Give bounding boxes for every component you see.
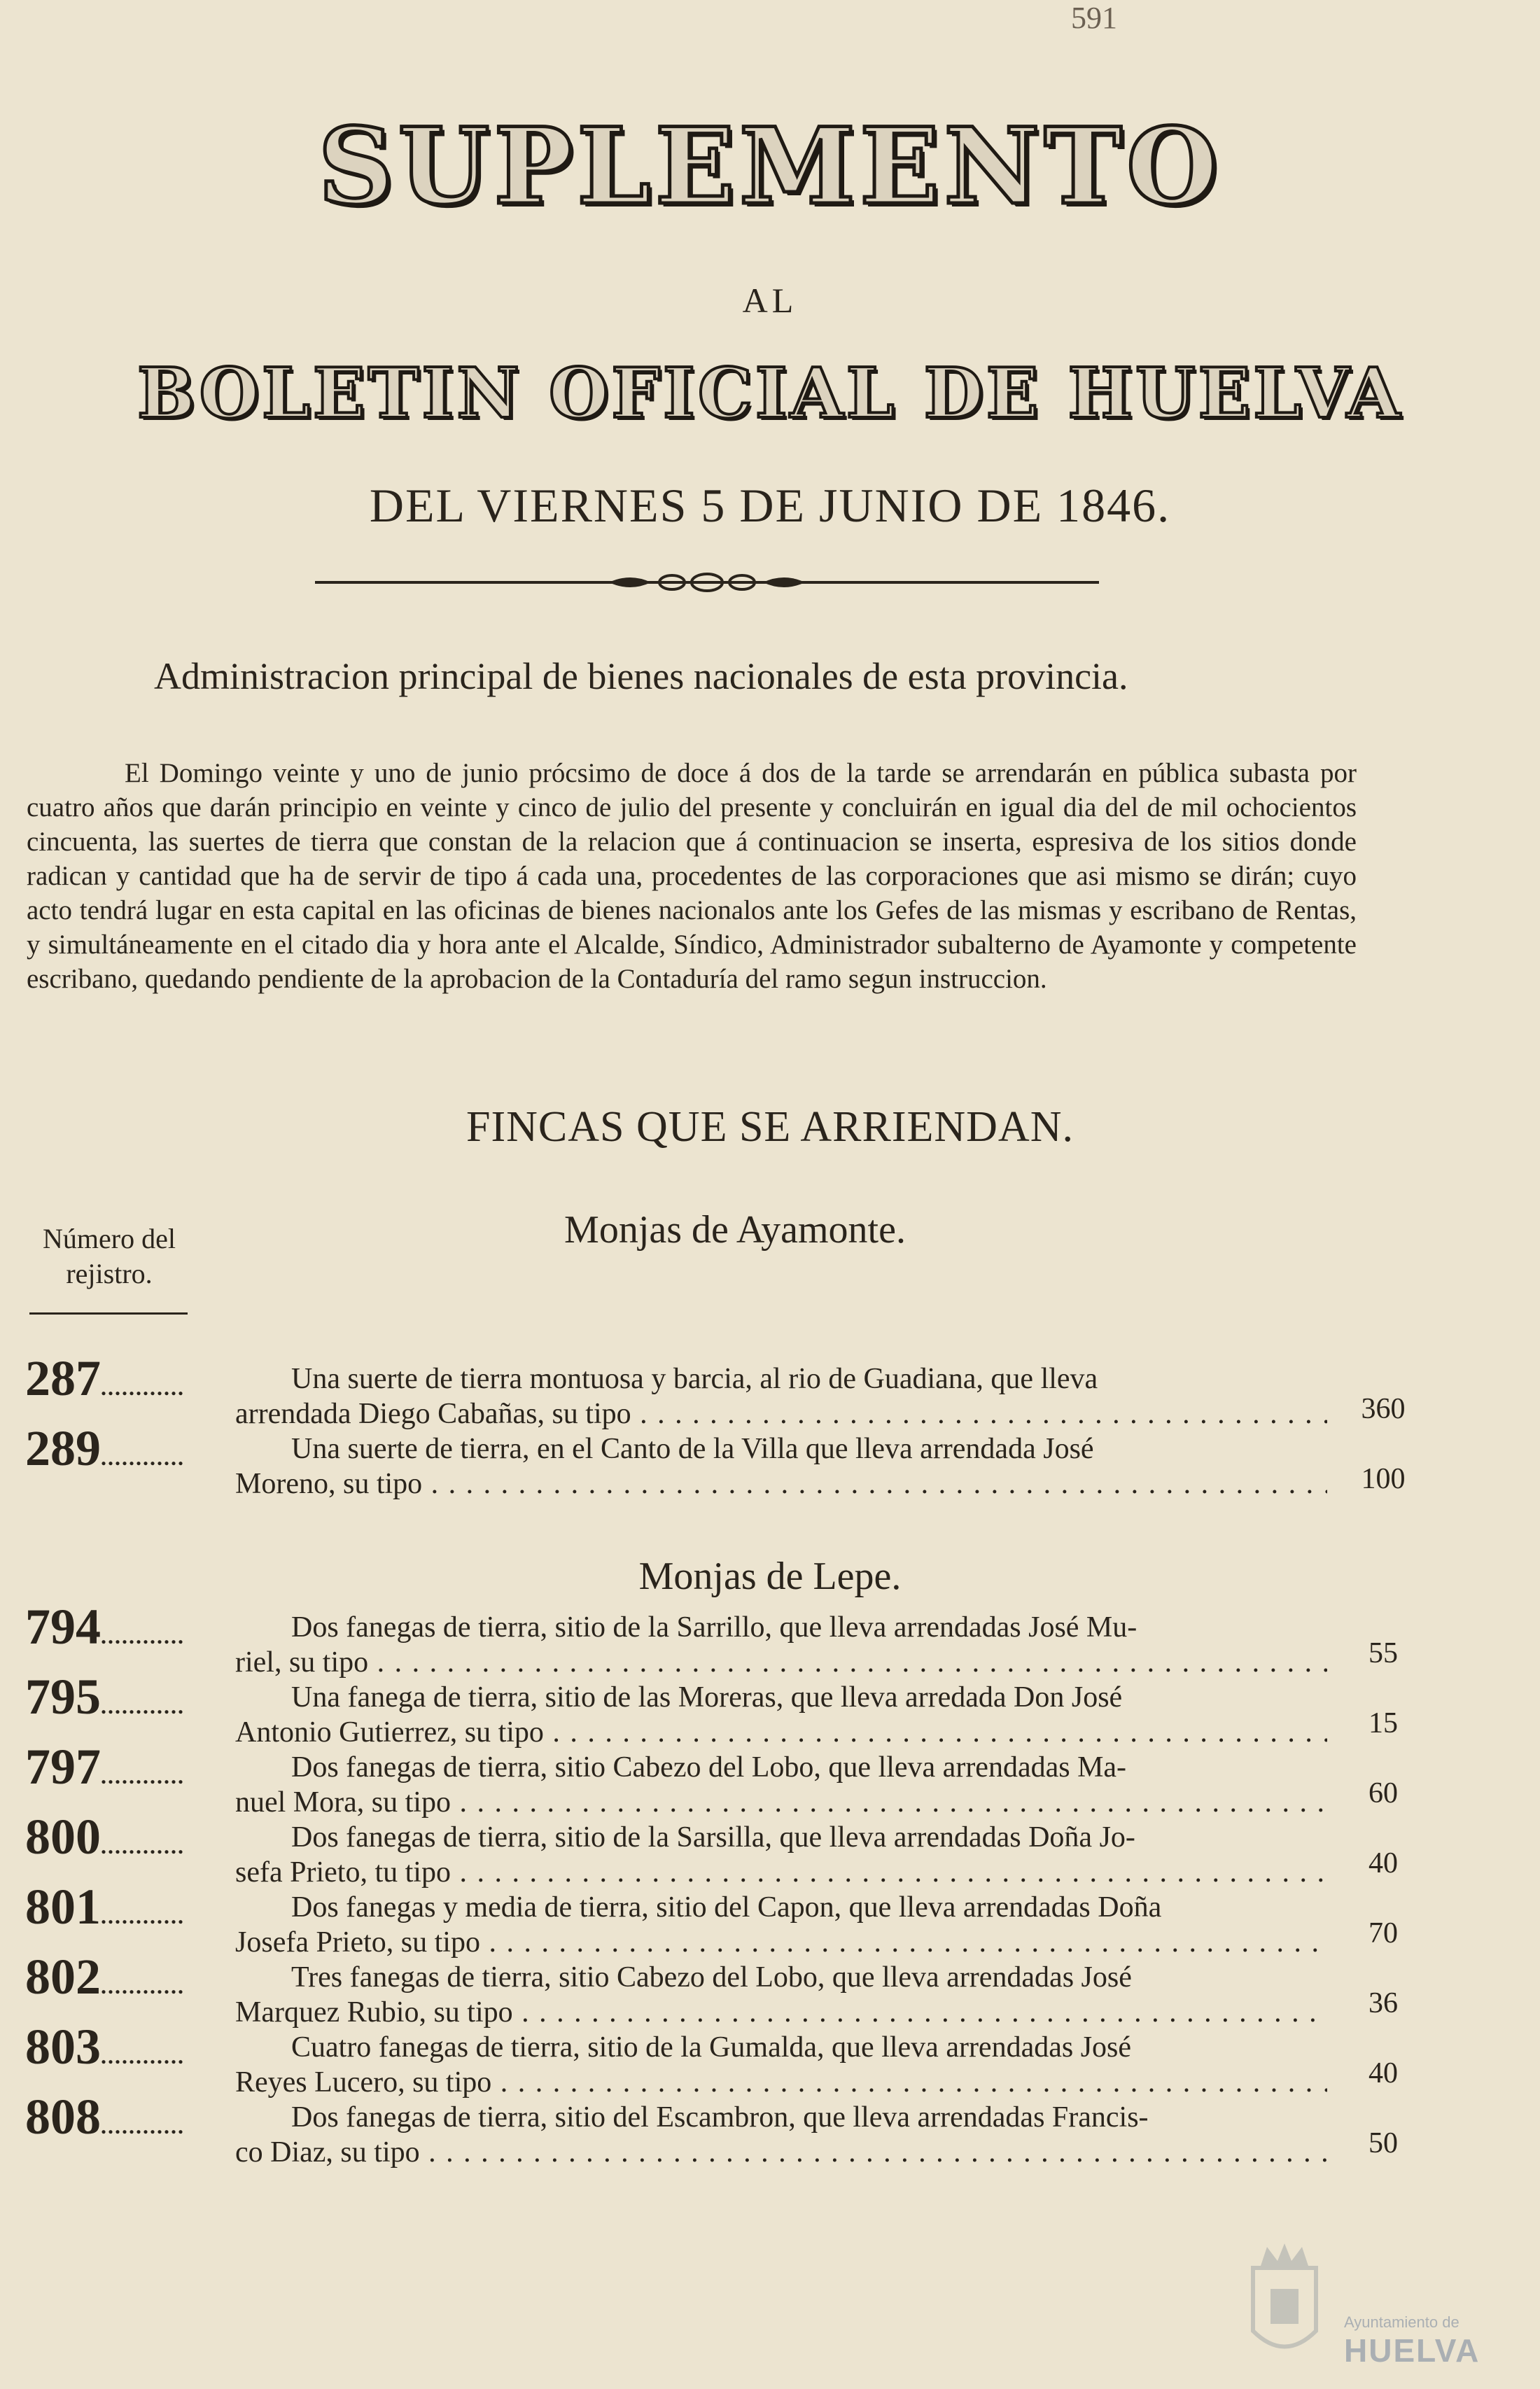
description-line2: co Diaz, su tipo . . . — [235, 2135, 1327, 2170]
column-header-line2: rejistro. — [66, 1258, 153, 1289]
register-number-value: 289 — [25, 1420, 101, 1476]
register-number — [25, 1599, 185, 1661]
description-line2: riel, su tipo . . . — [235, 1645, 1327, 1680]
ornament-divider-icon — [315, 568, 1099, 596]
register-number — [25, 1669, 185, 1731]
entry-description — [235, 2030, 1327, 2100]
page-mark: 591 — [1071, 1, 1117, 35]
city-seal-icon — [1246, 2240, 1323, 2366]
number-leader: ............ — [101, 1763, 185, 1788]
register-number-value: 794 — [25, 1599, 101, 1655]
register-number — [25, 1809, 185, 1871]
number-leader: ............ — [101, 2043, 185, 2068]
register-number — [25, 2089, 185, 2151]
amount: 40 — [1368, 1847, 1398, 1879]
amount: 100 — [1361, 1463, 1406, 1495]
amount: 55 — [1368, 1637, 1398, 1669]
entry-description — [235, 1431, 1327, 1501]
register-number-value: 795 — [25, 1669, 101, 1725]
amount: 40 — [1368, 2057, 1398, 2089]
bulletin-title: BOLETIN OFICIAL DE HUELVA — [136, 353, 1404, 434]
description-line1: Dos fanegas de tierra, sitio de la Sarrillo, que lleva arrendadas José Mu- — [291, 1611, 1138, 1644]
description-line1: Una suerte de tierra montuosa y barcia, al rio de Guadiana, que lleva — [291, 1363, 1098, 1395]
number-leader: ............ — [101, 1375, 185, 1400]
register-number-value: 797 — [25, 1739, 101, 1795]
register-number-value: 287 — [25, 1350, 101, 1406]
column-header-line1: Número del — [43, 1223, 176, 1254]
entry-description — [235, 1361, 1327, 1431]
amount: 360 — [1361, 1393, 1406, 1425]
description-line2: Marquez Rubio, su tipo . . . — [235, 1995, 1327, 2030]
register-number — [25, 1949, 185, 2011]
amount: 60 — [1368, 1777, 1398, 1809]
register-number — [25, 1350, 185, 1413]
archive-watermark — [1344, 2313, 1480, 2369]
description-line1: Una suerte de tierra, en el Canto de la Villa que lleva arrendada José — [291, 1433, 1094, 1465]
amount: 50 — [1368, 2127, 1398, 2159]
description-line2: nuel Mora, su tipo . . . — [235, 1785, 1327, 1820]
description-line1: Dos fanegas de tierra, sitio de la Sarsilla, que lleva arrendadas Doña Jo- — [291, 1821, 1135, 1854]
number-leader: ............ — [101, 2113, 185, 2138]
entry-description — [235, 1890, 1327, 1960]
number-leader: ............ — [101, 1833, 185, 1858]
description-line1: Dos fanegas de tierra, sitio Cabezo del Lobo, que lleva arrendadas Ma- — [291, 1751, 1127, 1784]
entry-description — [235, 1610, 1327, 1680]
register-number — [25, 1420, 185, 1483]
amount: 15 — [1368, 1707, 1398, 1739]
number-leader: ............ — [101, 1623, 185, 1648]
intro-paragraph: El Domingo veinte y uno de junio prócsimo de doce á dos de la tarde se arrendarán en pública subasta por cuatro años que darán principio en veinte y cinco de julio del presente y concluirán en igual dia del de mil ochocientos cincuenta, las suertes de tierra que constan de la relacion que á continuacion se inserta, espresiva de los sitios donde radican y cantidad que ha de servir de tipo á cada una, procedentes de las corporaciones que asi mismo se dirán; cuyo acto tendrá lugar en esta capital en las oficinas de bienes nacionalos ante los Gefes de las mismas y escribano de Rentas, y simultáneamente en el citado dia y hora ante el Alcalde, Síndico, Administrador subalterno de Ayamonte y competente escribano, quedando pendiente de la aprobacion de la Contaduría del ramo segun instruccion. — [27, 758, 1357, 994]
entry-description — [235, 2100, 1327, 2170]
entry-description — [235, 1680, 1327, 1750]
description-line2: Josefa Prieto, su tipo . . . — [235, 1925, 1327, 1960]
register-number-value: 800 — [25, 1809, 101, 1865]
register-number-value: 808 — [25, 2089, 101, 2145]
register-number — [25, 1879, 185, 1941]
watermark-line2: HUELVA — [1344, 2332, 1480, 2369]
description-line2: Moreno, su tipo . . . — [235, 1466, 1327, 1501]
column-header — [25, 1221, 193, 1291]
number-leader: ............ — [101, 1445, 185, 1470]
entry-description — [235, 1820, 1327, 1890]
register-number-value: 801 — [25, 1879, 101, 1935]
description-line2: Antonio Gutierrez, su tipo . . . — [235, 1715, 1327, 1750]
register-number — [25, 2019, 185, 2081]
group-title: Monjas de Ayamonte. — [564, 1208, 906, 1252]
register-number-value: 802 — [25, 1949, 101, 2005]
register-number — [25, 1739, 185, 1801]
administration-heading: Administracion principal de bienes nacionales de esta provincia. — [154, 655, 1128, 697]
watermark-line1: Ayuntamiento de — [1344, 2313, 1460, 2331]
title-connector: AL — [742, 281, 798, 320]
description-line1: Dos fanegas de tierra, sitio del Escambron, que lleva arrendadas Francis- — [291, 2101, 1149, 2134]
description-line1: Cuatro fanegas de tierra, sitio de la Gumalda, que lleva arrendadas José — [291, 2031, 1132, 2064]
description-line2: sefa Prieto, tu tipo . . . — [235, 1855, 1327, 1890]
description-line1: Tres fanegas de tierra, sitio Cabezo del Lobo, que lleva arrendadas José — [291, 1961, 1132, 1994]
number-leader: ............ — [101, 1693, 185, 1718]
date-line: DEL VIERNES 5 DE JUNIO DE 1846. — [369, 479, 1171, 532]
amount: 36 — [1368, 1987, 1398, 2019]
amount: 70 — [1368, 1917, 1398, 1949]
description-line2: arrendada Diego Cabañas, su tipo . . . — [235, 1396, 1327, 1431]
description-line1: Dos fanegas y media de tierra, sitio del Capon, que lleva arrendadas Doña — [291, 1891, 1162, 1924]
entry-description — [235, 1960, 1327, 2030]
fincas-heading: FINCAS QUE SE ARRIENDAN. — [466, 1103, 1074, 1151]
column-header-rule — [29, 1312, 188, 1315]
number-leader: ............ — [101, 1903, 185, 1928]
entry-description — [235, 1750, 1327, 1820]
group-title: Monjas de Lepe. — [638, 1555, 902, 1598]
description-line2: Reyes Lucero, su tipo . . . — [235, 2065, 1327, 2100]
number-leader: ............ — [101, 1973, 185, 1998]
description-line1: Una fanega de tierra, sitio de las Moreras, que lleva arredada Don José — [291, 1681, 1123, 1714]
supplement-title: SUPLEMENTO — [318, 105, 1222, 228]
register-number-value: 803 — [25, 2019, 101, 2075]
